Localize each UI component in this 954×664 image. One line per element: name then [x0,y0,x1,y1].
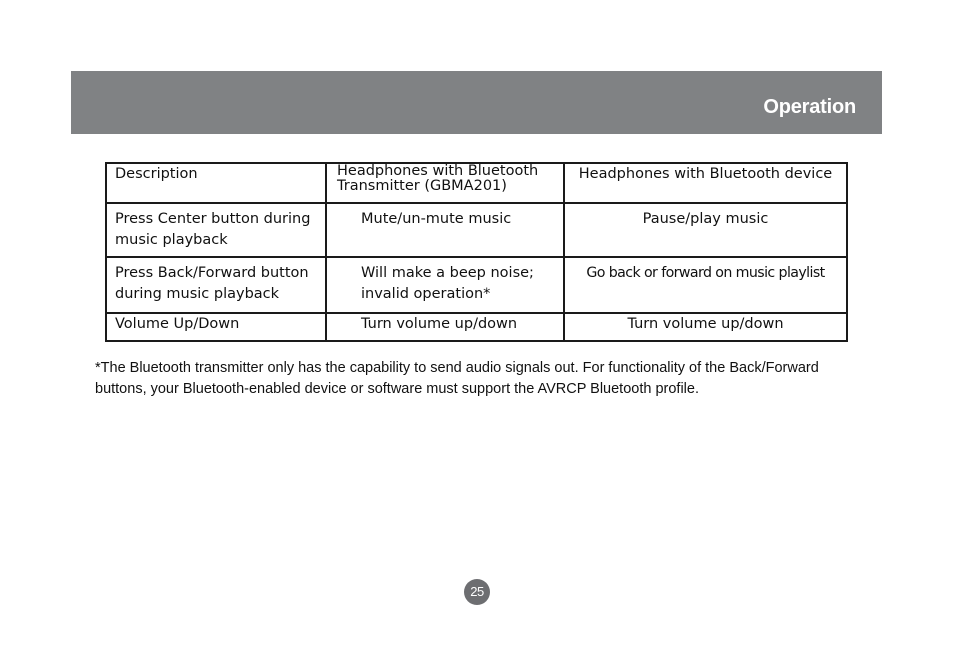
page-number-badge: 25 [464,579,490,605]
table-cell: Press Center button during music playback [106,203,326,257]
operation-table [105,162,848,342]
table-header-cell: Headphones with Bluetooth Transmitter (GBMA201) [326,163,564,203]
table-header-cell: Headphones with Bluetooth device [564,163,847,203]
table-row [106,257,847,313]
table-cell: Go back or forward on music playlist [564,257,847,313]
table-header-cell: Description [106,163,326,203]
table-cell: Pause/play music [564,203,847,257]
footnote: *The Bluetooth transmitter only has the capability to send audio signals out. For functionality of the Back/Forward buttons, your Bluetooth-enabled device or software must support the AVRCP Bluetooth profile. [95,360,819,397]
table-row [106,313,847,341]
table-header-row [106,163,847,203]
table-cell: Turn volume up/down [564,313,847,341]
section-title: Operation [763,96,856,118]
table-cell: Volume Up/Down [106,313,326,341]
table-row [106,203,847,257]
table-cell: Press Back/Forward button during music playback [106,257,326,313]
table-cell: Mute/un-mute music [326,203,564,257]
table-cell: Will make a beep noise; invalid operation* [326,257,564,313]
section-header-bar [71,71,882,134]
table-cell: Turn volume up/down [326,313,564,341]
